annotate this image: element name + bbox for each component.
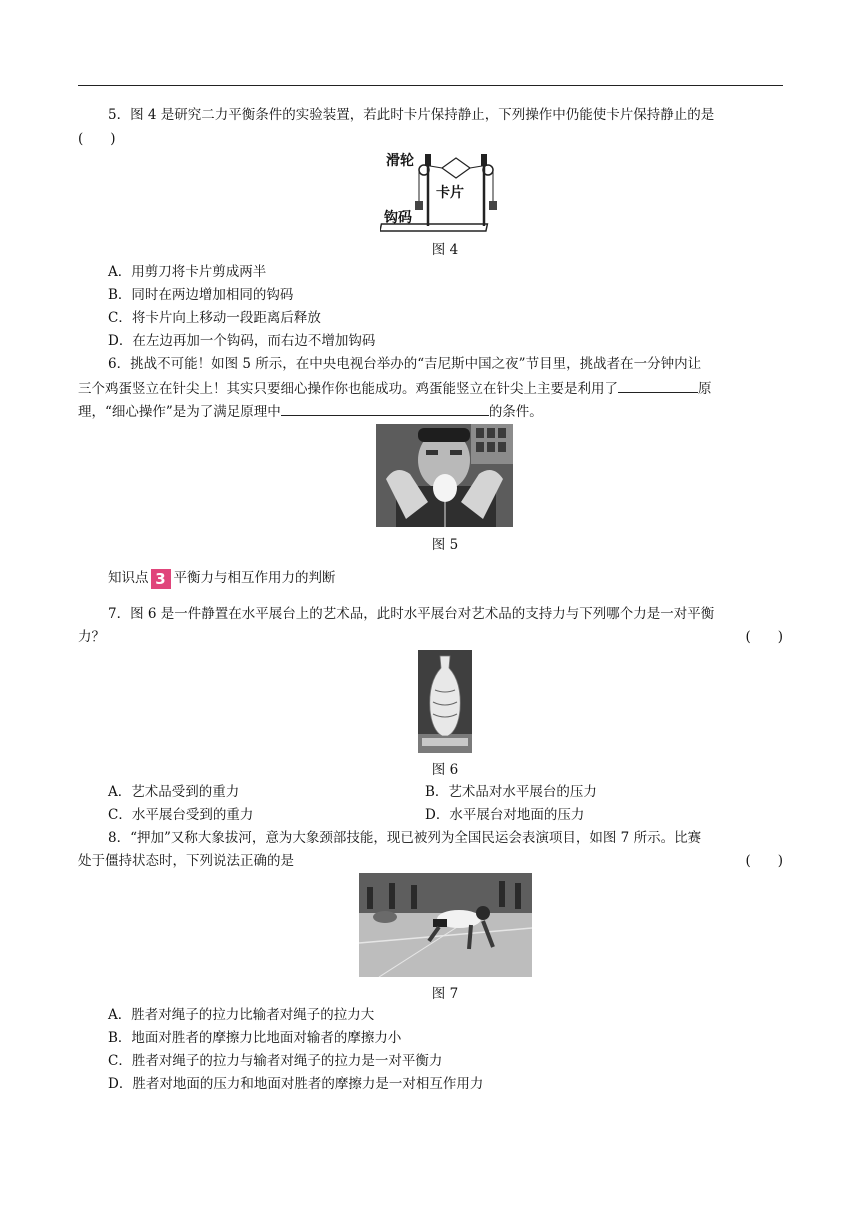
figure-4-caption: 图 4 (431, 242, 459, 258)
figure-4-label-weight: 钩码 (384, 210, 412, 226)
figure-4-label-pulley: 滑轮 (386, 153, 414, 169)
q7-stem-line2: 力？ (78, 629, 105, 645)
q5-answer-paren: ( ) (78, 131, 116, 147)
q6-stem-line2-text: 三个鸡蛋竖立在针尖上！其实只要细心操作你也能成功。鸡蛋能竖立在针尖上主要是利用了 (78, 381, 618, 397)
section-heading (108, 567, 783, 589)
q5-option-d: D．在左边再加一个钩码，而右边不增加钩码 (108, 333, 376, 349)
q5-option-c: C．将卡片向上移动一段距离后释放 (108, 310, 321, 326)
q8-stem-line1: 8．“押加”又称大象拔河，意为大象颈部技能，现已被列为全国民运会表演项目，如图 7 所示。比赛 (108, 830, 702, 846)
q7-stem-line2-row (78, 628, 783, 646)
q6-blank-1[interactable] (618, 378, 698, 393)
figure-6-photo (418, 650, 472, 753)
q7-options-row2 (108, 806, 783, 824)
figure-4-label-card: 卡片 (436, 185, 464, 201)
q8-stem-line2-row (78, 852, 783, 870)
q6-stem-line3-tail: 的条件。 (488, 404, 543, 420)
q6-blank-2[interactable] (281, 401, 489, 416)
section-number-badge: 3 (151, 569, 171, 589)
figure-6-caption: 图 6 (431, 762, 459, 778)
q8-option-d: D．胜者对地面的压力和地面对胜者的摩擦力是一对相互作用力 (108, 1076, 484, 1092)
figure-7-photo (359, 873, 532, 977)
q8-stem-line2: 处于僵持状态时，下列说法正确的是 (78, 853, 294, 869)
q8-answer-paren: ( ) (745, 853, 783, 869)
q6-stem-line1: 6．挑战不可能！如图 5 所示，在中央电视台举办的“吉尼斯中国之夜”节目里，挑战者在一分钟内让 (108, 356, 702, 372)
figure-7-caption: 图 7 (431, 986, 459, 1002)
header-rule (78, 85, 783, 86)
q7-option-c: C．水平展台受到的重力 (108, 807, 254, 823)
q8-option-a: A．胜者对绳子的拉力比输者对绳子的拉力大 (108, 1007, 375, 1023)
q5-stem-line1: 5．图 4 是研究二力平衡条件的实验装置，若此时卡片保持静止，下列操作中仍能使卡片保持静止的是 (108, 107, 715, 123)
q6-stem-line2 (78, 378, 783, 398)
q6-stem-line3-text: 理，“细心操作”是为了满足原理中 (78, 404, 281, 420)
q7-answer-paren: ( ) (745, 629, 783, 645)
q5-option-b: B．同时在两边增加相同的钩码 (108, 287, 294, 303)
q7-options-row1 (108, 783, 783, 801)
q7-option-b: B．艺术品对水平展台的压力 (425, 784, 597, 800)
figure-5-caption: 图 5 (431, 537, 459, 553)
q6-stem-line3 (78, 401, 783, 421)
q5-option-a: A．用剪刀将卡片剪成两半 (108, 264, 267, 280)
q8-option-b: B．地面对胜者的摩擦力比地面对输者的摩擦力小 (108, 1030, 402, 1046)
q7-option-d: D．水平展台对地面的压力 (425, 807, 585, 823)
q8-option-c: C．胜者对绳子的拉力与输者对绳子的拉力是一对平衡力 (108, 1053, 443, 1069)
q6-stem-line2-tail: 原 (698, 381, 712, 397)
q7-stem-line1: 7．图 6 是一件静置在水平展台上的艺术品，此时水平展台对艺术品的支持力与下列哪个力是一对平衡 (108, 606, 715, 622)
figure-5-photo (376, 424, 513, 527)
section-prefix: 知识点 (108, 570, 149, 586)
section-title: 平衡力与相互作用力的判断 (173, 570, 336, 586)
q7-option-a: A．艺术品受到的重力 (108, 784, 240, 800)
